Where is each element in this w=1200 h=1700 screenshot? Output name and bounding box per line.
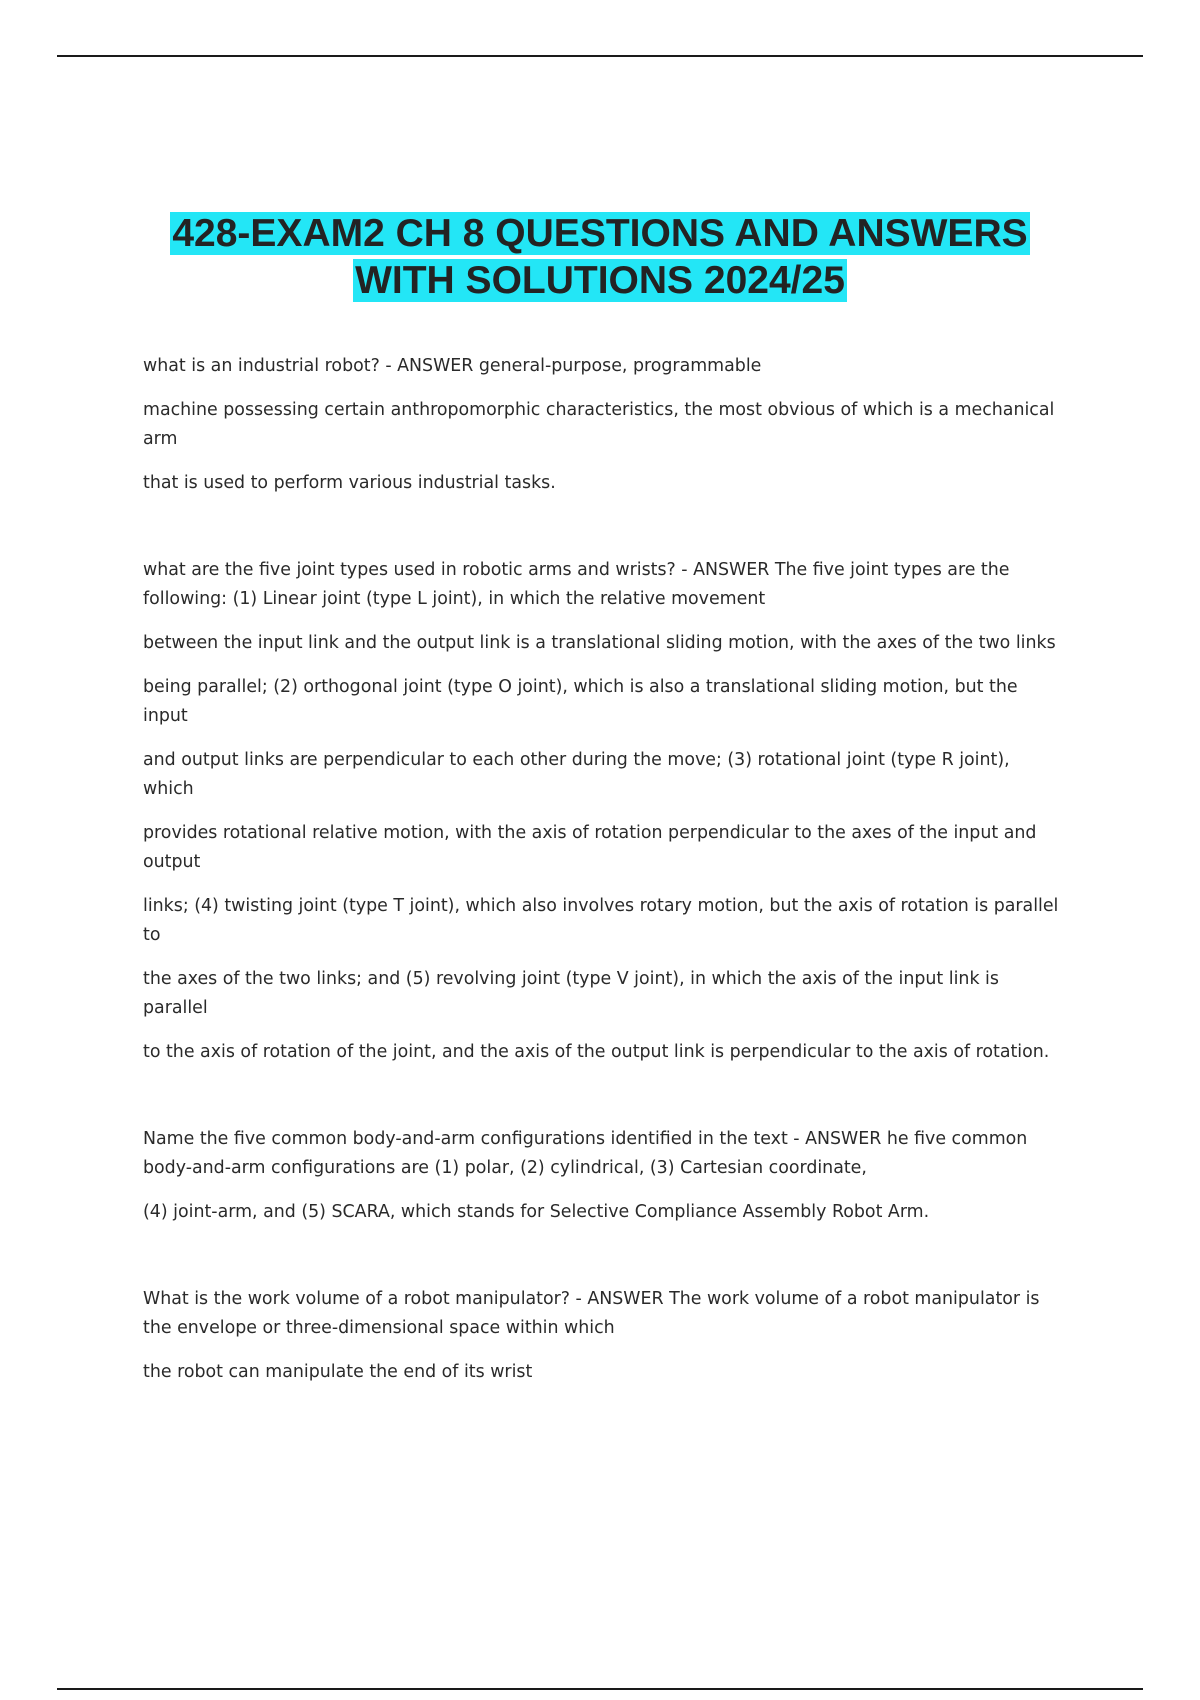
qa-line: the robot can manipulate the end of its wrist [143,1362,533,1382]
title-line-1: 428-EXAM2 CH 8 QUESTIONS AND ANSWERS [172,212,1028,255]
bottom-rule [57,1688,1143,1690]
qa-line: what are the five joint types used in robotic arms and wrists? - ANSWER The five joint types are the following: (1) Linear joint (type L joint), in which the relative movement [143,560,1010,609]
qa-content [143,352,1063,1402]
qa-line: and output links are perpendicular to each other during the move; (3) rotational joint (type R joint), which [143,750,1010,799]
qa-line: Name the five common body-and-arm configurations identified in the text - ANSWER he five common body-and-arm configurations are (1) polar, (2) cylindrical, (3) Cartesian coordinate, [143,1129,1028,1178]
title-line-2: WITH SOLUTIONS 2024/25 [355,259,845,302]
top-rule [57,55,1143,57]
qa-line: the axes of the two links; and (5) revolving joint (type V joint), in which the axis of the input link is parallel [143,969,999,1018]
qa-line: (4) joint-arm, and (5) SCARA, which stands for Selective Compliance Assembly Robot Arm. [143,1202,930,1222]
qa-line: that is used to perform various industrial tasks. [143,473,556,493]
qa-block-2 [143,556,1063,1067]
document-title [0,210,1200,304]
qa-line: what is an industrial robot? - ANSWER general-purpose, programmable [143,356,762,376]
qa-line: between the input link and the output link is a translational sliding motion, with the axes of the two links [143,633,1056,653]
qa-line: machine possessing certain anthropomorphic characteristics, the most obvious of which is a mechanical arm [143,400,1055,449]
qa-line: links; (4) twisting joint (type T joint), which also involves rotary motion, but the axis of rotation is parallel to [143,896,1059,945]
qa-line: being parallel; (2) orthogonal joint (type O joint), which is also a translational sliding motion, but the input [143,677,1018,726]
qa-block-3 [143,1125,1063,1227]
qa-block-4 [143,1285,1063,1387]
qa-line: to the axis of rotation of the joint, and the axis of the output link is perpendicular to the axis of rotation. [143,1042,1050,1062]
qa-block-1 [143,352,1063,498]
qa-line: provides rotational relative motion, with the axis of rotation perpendicular to the axes of the input and output [143,823,1037,872]
qa-line: What is the work volume of a robot manipulator? - ANSWER The work volume of a robot manipulator is the envelope or three-dimensional space within which [143,1289,1040,1338]
